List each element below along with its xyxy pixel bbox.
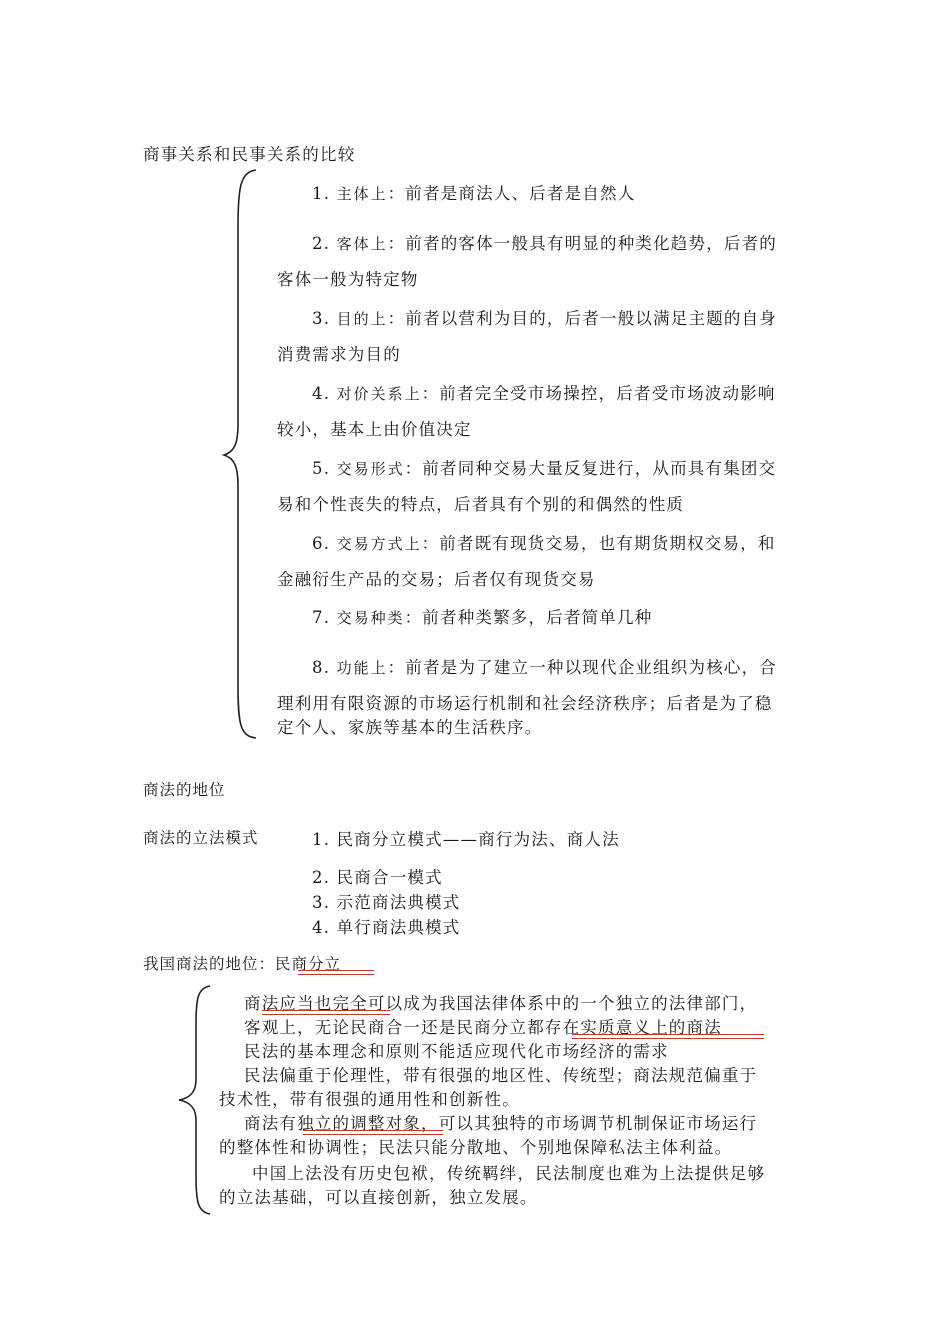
section-title-comparison: 商事关系和民事关系的比较: [143, 145, 356, 164]
item-4-cont: 较小，基本上由价值决定: [277, 420, 472, 439]
item-8-cont-2: 定个人、家族等基本的生活秩序。: [277, 718, 543, 737]
item-2-cont: 客体一般为特定物: [277, 270, 419, 289]
item-4: 4. 对价关系上：前者完全受市场操控，后者受市场波动影响: [312, 384, 776, 403]
item-6-cont: 金融衍生产品的交易；后者仅有现货交易: [277, 570, 596, 589]
item-6-keyword: 交易方式上: [336, 535, 422, 553]
item-7: 7. 交易种类：前者种类繁多，后者简单几种: [312, 608, 653, 627]
argument-line-3: 民法的基本理念和原则不能适应现代化市场经济的需求: [244, 1042, 669, 1061]
item-4-keyword: 对价关系上: [336, 385, 422, 403]
mode-1: 1. 民商分立模式——商行为法、商人法: [312, 830, 620, 849]
china-status-value: 民商分立: [275, 955, 342, 973]
item-3-keyword: 目的上: [336, 310, 388, 328]
item-5-cont: 易和个性丧失的特点，后者具有个别的和偶然的性质: [277, 495, 685, 514]
item-2: 2. 客体上：前者的客体一般具有明显的种类化趋势，后者的: [312, 234, 778, 253]
argument-line-1: 商法应当也完全可以成为我国法律体系中的一个独立的法律部门，: [244, 994, 758, 1013]
left-brace-small: [176, 984, 216, 1216]
mode-4: 4. 单行商法典模式: [312, 918, 461, 937]
item-1-keyword: 主体上: [336, 185, 388, 203]
argument-line-6: 商法有独立的调整对象，可以其独特的市场调节机制保证市场运行: [244, 1114, 758, 1133]
item-3-cont: 消费需求为目的: [277, 345, 401, 364]
china-status-label: 我国商法的地位：民商分立: [143, 955, 342, 973]
argument-line-9: 的立法基础，可以直接创新，独立发展。: [219, 1188, 538, 1207]
mode-3: 3. 示范商法典模式: [312, 893, 461, 912]
item-6: 6. 交易方式上：前者既有现货交易，也有期货期权交易，和: [312, 534, 776, 553]
item-2-keyword: 客体上: [336, 235, 388, 253]
item-8-cont-1: 理利用有限资源的市场运行机制和社会经济秩序；后者是为了稳: [277, 694, 773, 713]
item-5: 5. 交易形式：前者同种交易大量反复进行，从而具有集团交: [312, 459, 777, 478]
item-3: 3. 目的上：前者以营利为目的，后者一般以满足主题的自身: [312, 309, 778, 328]
argument-line-2: 客观上，无论民商合一还是民商分立都存在实质意义上的商法: [244, 1018, 722, 1037]
legislation-mode-label: 商法的立法模式: [143, 829, 259, 847]
argument-line-8: 中国上法没有历史包袱，传统羁绊，民法制度也难为上法提供足够: [252, 1164, 766, 1183]
item-5-keyword: 交易形式: [336, 460, 405, 478]
item-8: 8. 功能上：前者是为了建立一种以现代企业组织为核心，合: [312, 658, 778, 677]
item-7-keyword: 交易种类: [336, 609, 405, 627]
argument-line-5: 技术性，带有很强的通用性和创新性。: [219, 1090, 520, 1109]
section-title-status: 商法的地位: [143, 781, 226, 799]
argument-line-7: 的整体性和协调性；民法只能分散地、个别地保障私法主体利益。: [219, 1138, 733, 1157]
item-1: 1. 主体上：前者是商法人、后者是自然人: [312, 184, 636, 203]
mode-2: 2. 民商合一模式: [312, 868, 443, 887]
argument-line-4: 民法偏重于伦理性，带有很强的地区性、传统型；商法规范偏重于: [244, 1066, 758, 1085]
left-brace-large: [222, 168, 262, 740]
item-8-keyword: 功能上: [336, 659, 388, 677]
